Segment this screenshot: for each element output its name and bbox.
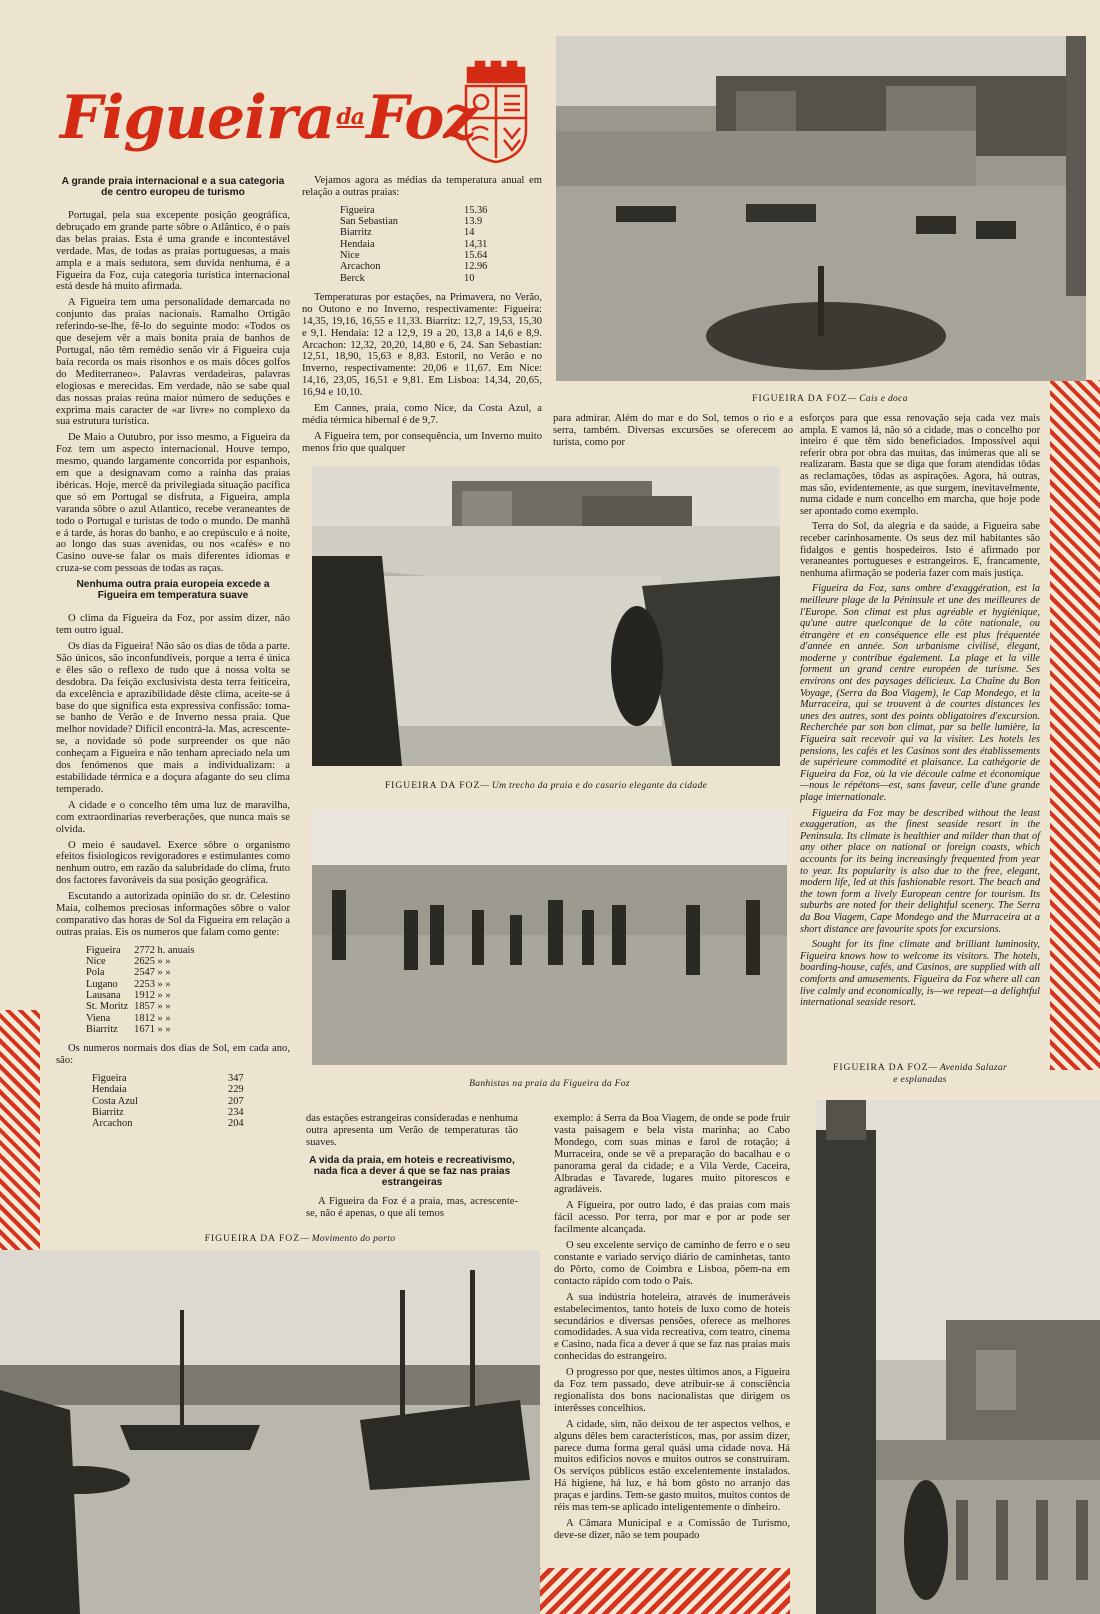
table-row: Berck 10 bbox=[340, 272, 475, 284]
paragraph: Os numeros normais dos dias de Sol, em cada ano, são: bbox=[56, 1043, 290, 1067]
paragraph: A Figueira tem uma personalidade demarcada no conjunto das praias nacionais. Ramalho Ortigão referindo-se-lhe, fê-lo do seguinte modo: «Todos os que desejem vêr a mais bonita praia de banhos de Portugal, não têm remédio senão vir á Figueira cuja baía recorda os mais risonhos e os mais dôces golfos do Mediterraneo». Palavras verdadeiras, palavras elogiosas e merecidas. Em verdade, não se sabe qual das nossas praias reúna maior número de seduções e exprima mais caracter de «ar livre» no complexo da sua estrutura turística. bbox=[56, 297, 290, 428]
paragraph: Os dias da Figueira! Não são os dias de tôda a parte. São únicos, são inconfundíveis, porque a terra é única e êles são o reflexo de tudo que á nossa volta se desdobra. Da feição exclusivista desta terra feiticeira, da excelência e aprazibilidade dêste clima, aceite-se á base do que significa esta expressiva confissão: toma-se banho de Verão e de Inverno nessa praia. Que melhor novidade? Difícil encontrá-la. Mas, acrescente-se, a novidade só pode surpreender os que não conheçam a Figueira e não tenham apreciado nela um dos fenómenos que mais a individualizam: a estabilidade térmica e a doçura afagante do seu clima temperado. bbox=[56, 641, 290, 795]
table-row: Nice 15.64 bbox=[340, 250, 488, 261]
article-column-4 bbox=[800, 413, 1040, 1013]
photo-movimento-do-porto bbox=[0, 1250, 540, 1614]
paragraph-english: Sought for its fine climate and brilliant luminosity, Figueira knows how to welcome its visitors. The hotels, boarding-house, cafés, and Casinos, are supplied with all comforts and amusements. Figueira da Foz where all can live calmly and economically, is—we repeat—a delightful international seaside resort. bbox=[800, 939, 1040, 1009]
table-row: Lugano 2253 » » bbox=[86, 978, 171, 990]
table-row: Nice 2625 » » bbox=[86, 956, 171, 968]
paragraph: Escutando a autorizada opinião do sr. dr. Celestino Maia, colhemos preciosas informações sôbre o valor comparativo das horas de Sol da Figueira em relação a outras praias. Eis os numeros que falam como gente: bbox=[56, 891, 290, 938]
title-da: da bbox=[336, 104, 365, 130]
paragraph: Vejamos agora as médias da temperatura anual em relação a outras praias: bbox=[302, 175, 542, 198]
paragraph: Em Cannes, praia, como Nice, da Costa Azul, a média térmica hibernal é de 9,7. bbox=[302, 403, 542, 426]
article-column-1 bbox=[56, 172, 290, 1129]
paragraph-french: Figueira da Foz, sans ombre d'exaggération, est la meilleure plage de la Péninsule et une des meilleures de l'Europe. Son climat est plus agréable et hygiénique, qu'une autre quelconque de la côte nationale, ou étrangère et en conséquence elle est plus fréquentée d'année en année. Son urbanisme civilisé, élegant, moderne y contribue également. La plage et la ville forment un grand centre européen de turisme. Ses environs ont des paysages délicieux. La Chaîne du Bon Voyage, (Serra da Boa Viagem), le Cap Mondego, et la Murraceira, qui se trouvent à de courtes distances les unes des autres, sont des points obligatoires d'excursion. Recherchée par son bon climat, par sa belle lumière, la Figueira sait recevoir qui va la visiter. Les hotels les pensions, les cafés et les Casinos sont des établissements de supérieure commodité et plaisance. La cathégorie de Figueira da Foz, où la vie découle calme et économique—nous le répétons—est, sans faveur, celle d'une grande plage internationale. bbox=[800, 583, 1040, 803]
sun-days-table bbox=[92, 1073, 250, 1129]
paragraph: A Figueira tem, por consequência, um Inverno muito menos frio que qualquer bbox=[302, 430, 542, 454]
paragraph: O progresso por que, nestes últimos anos, a Figueira da Foz tem passado, deve atribuir-se á consciência regionalista dos bons nacionalistas que dirigem os interêsses concelhios. bbox=[554, 1367, 790, 1414]
paragraph: para admirar. Além do mar e do Sol, temos o rio e a serra, também. Diversas excursões se oferecem ao turista, como por bbox=[553, 413, 793, 448]
title-figueira: Figueira bbox=[60, 83, 335, 153]
table-row: Biarritz 14 bbox=[340, 227, 475, 239]
paragraph: Portugal, pela sua excepente posição geográfica, debruçado em grande parte sôbre o Atlântico, é o país das belas praias. Esta é uma grande e incontestável verdade. Mas, de todas as praias portuguesas, a mais ampla e a mais sedutora, sem duvida nenhuma, é a Figueira da Foz, cuja categoria turística internacional está desde há muito afirmada. bbox=[56, 210, 290, 293]
paragraph: A Câmara Municipal e a Comissão de Turismo, deve-se dizer, não se tem poupado bbox=[554, 1518, 790, 1541]
photo-banhistas bbox=[312, 810, 787, 1065]
caption-trecho-da-praia: FIGUEIRA DA FOZ— Um trecho da praia e do casario elegante da cidade bbox=[384, 780, 708, 791]
article-column-2 bbox=[302, 175, 542, 459]
caption-cais-e-doca: FIGUEIRA DA FOZ— Cais e doca bbox=[752, 393, 908, 404]
table-row: Figueira 15.36 bbox=[340, 204, 488, 216]
paragraph: O seu excelente serviço de caminho de ferro e o seu constante e variado serviço diário de caminhetas, tanto do Pôrto, como de Coimbra e Lisboa, põem-na em contacto rápido com todo o País. bbox=[554, 1240, 790, 1287]
article-column-middle bbox=[306, 1113, 518, 1224]
paragraph: A cidade e o concelho têm uma luz de maravilha, com extraordinarias reverberações, que nunca mais se olvida. bbox=[56, 799, 290, 835]
paragraph-english: Figueira da Foz may be described without the least exaggeration, as the finest seaside resort in the Peninsula. Its climate is healthier and milder than that of any other place on national or foreign coasts, which accounts for its being increasingly frequented from year to year. Its popularity is also due to the free, elegant, modern life, led at this fashionable resort. The beach and the town form a lively European centre for tourism. Its suburbs are noted for their delightful scenery. The Serra da Boa Viagem, Cape Mondego and the Murraceira at a short distance are favourite spots for excursions. bbox=[800, 807, 1040, 935]
section-heading: A vida da praia, em hoteis e recreativismo, nada fica a dever á que se faz nas praias estrangeiras bbox=[309, 1154, 515, 1188]
caption-avenida-salazar: FIGUEIRA DA FOZ— Avenida Salazar e esplanadas bbox=[833, 1062, 1007, 1085]
decorative-stripe-bottom bbox=[520, 1568, 790, 1614]
sun-hours-table bbox=[86, 945, 200, 1035]
decorative-stripe-left-top bbox=[0, 1010, 40, 1260]
table-row: Figueira 2772 h. anuais bbox=[86, 944, 195, 956]
article-column-3-top bbox=[553, 413, 793, 453]
paragraph: A sua indústria hoteleira, através de inumeráveis estabelecimentos, tanto hoteis de luxo como de hoteis secundários e diversas pensões, oferece as melhores comodidades. A sua vida recreativa, com teatro, cinema e Casino, nada fica a dever á que se faz nas praias mais conhecidas do estrangeiro. bbox=[554, 1291, 790, 1363]
paragraph: Terra do Sol, da alegria e da saúde, a Figueira sabe receber carinhosamente. Os seus dez mil habitantes são fidalgos e gentis hospedeiros. Isto é afirmado por veraneantes portugueses e estrangeiros. E, francamente, nenhuma afirmação se poderia fazer com mais justiça. bbox=[800, 521, 1040, 579]
table-row: Viena 1812 » » bbox=[86, 1012, 171, 1024]
paragraph: O clima da Figueira da Foz, por assim dizer, não tem outro igual. bbox=[56, 613, 290, 637]
table-row: Figueira 347 bbox=[92, 1072, 244, 1084]
table-row: Lausana 1912 » » bbox=[86, 989, 171, 1001]
section-heading: Nenhuma outra praia europeia excede a Figueira em temperatura suave bbox=[76, 579, 270, 602]
caption-banhistas: Banhistas na praia da Figueira da Foz bbox=[469, 1078, 630, 1089]
paragraph: esforços para que essa renovação seja cada vez mais ampla. E vamos lá, não só a cidade, mas o concelho por inteiro é que têm sido beneficiados. Impossível aqui referir obra por obra das muitas, das inúmeras que ali se realizaram. Basta que se diga que foram atendidas tôdas as reclamações, tôdas as aspirações. Agora, há outras, mas são, evidentemente, as que surgem, inevitavelmente, numa cidade e num concelho em marcha, que hoje pode ser apontado como exemplo. bbox=[800, 413, 1040, 517]
photo-trecho-da-praia bbox=[312, 466, 780, 766]
section-heading: A grande praia internacional e a sua categoria de centro europeu de turismo bbox=[61, 176, 285, 198]
photo-cais-e-doca bbox=[556, 36, 1086, 381]
table-row: Pola 2547 » » bbox=[86, 967, 171, 979]
table-row: Costa Azul 207 bbox=[92, 1095, 244, 1107]
caption-movimento-do-porto: FIGUEIRA DA FOZ— Movimento do porto bbox=[204, 1233, 396, 1244]
temperature-table bbox=[340, 205, 493, 284]
paragraph: De Maio a Outubro, por isso mesmo, a Figueira da Foz tem um aspecto internacional. Houve tempo, mesmo, quando largamente concorrida por espanhois, em que a designavam como a rainha das praias ibéricas. Hoje, mercê da privilegiada situação pacífica que só em Portugal se disfruta, a Figueira, ampla varanda sôbre o azul Atlantico, recebe veraneantes de todo o Portugal e turistas de todo o mundo. De manhã e á tarde, ás horas do banho, e ao crepúsculo e á noite, ao longo das suas avenidas, ou nos «cafés» e no Casino ouve-se falar os mais diferentes idiomas e cruza-se com pessoas de todas as raças. bbox=[56, 432, 290, 575]
photo-avenida-salazar bbox=[816, 1100, 1100, 1614]
title-foz: Foz bbox=[366, 83, 477, 153]
table-row: Arcachon 12.96 bbox=[340, 261, 488, 273]
paragraph: A cidade, sim, não deixou de ter aspectos velhos, e alguns dêles bem característicos, mas, por assim dizer, parece duma forma geral quási uma cidade nova. Há muitos edificios novos e muitos outros se construíram. Os serviços públicos estão excelentemente instalados. Há higiene, há luz, e há bom gôsto no arranjo das praças e jardins. Tem-se gasto muitos, muitos contos de réis mas tem-se aplicado inteligentemente o dinheiro. bbox=[554, 1418, 790, 1514]
table-row: Arcachon 204 bbox=[92, 1118, 244, 1130]
paragraph: O meio é saudavel. Exerce sôbre o organismo efeitos fisiologicos revigoradores e estimulantes como nenhum outro, em razão da salubridade do clima, fruto dos factores favoráveis da sua posição geográfica. bbox=[56, 839, 290, 887]
paragraph: A Figueira da Foz é a praia, mas, acrescente-se, não é apenas, o que ali temos bbox=[306, 1195, 518, 1219]
table-row: San Sebastian 13.9 bbox=[340, 216, 483, 228]
table-row: Hendaia 229 bbox=[92, 1084, 244, 1096]
paragraph: Temperaturas por estações, na Primavera, no Verão, no Outono e no Inverno, respectivamente: Figueira: 14,35, 19,16, 16,55 e 11,33. Biarritz: 12,7, 19,53, 15,30 e 9,1. Hendaia: 12 a 12,9, 19 a 20, 13,8 a 14,6 e 8,9. Arcachon: 12,32, 20,20, 14,80 e 6, 24. San Sebastian: 12,51, 18,90, 15,63 e 8,83. Estoril, no Verão e no Inverno, respectivamente: 20,06 e 11,67. Em Nice: 14,16, 23,05, 16,51 e 9,81. Em Lisboa: 14,34, 20,65, 16,94 e 10,10. bbox=[302, 291, 542, 399]
table-row: St. Moritz 1857 » » bbox=[86, 1001, 171, 1013]
page-title bbox=[60, 72, 477, 162]
article-column-lower bbox=[554, 1113, 790, 1546]
table-row: Biarritz 1671 » » bbox=[86, 1023, 171, 1035]
decorative-stripe-right bbox=[1050, 380, 1100, 1070]
table-row: Hendaia 14,31 bbox=[340, 238, 488, 250]
paragraph: das estações estrangeiras consideradas e nenhuma outra apresenta um Verão de temperaturas tão suaves. bbox=[306, 1113, 518, 1148]
paragraph: A Figueira, por outro lado, é das praias com mais fácil acesso. Por terra, por mar e por ar pode ser facilmente alcançada. bbox=[554, 1200, 790, 1236]
paragraph: exemplo: á Serra da Boa Viagem, de onde se pode fruir vasta paisagem e bela vista marinha; ao Cabo Mondego, com suas minas e farol de rotação; á Murraceira, onde se vê a preparação do bacalhau e o panorama geral da cidade; e a Vila Verde, Caceira, Albradas e Tavarede, lugares muito pitorescos e agradáveis. bbox=[554, 1113, 790, 1196]
table-row: Biarritz 234 bbox=[92, 1106, 244, 1118]
coat-of-arms-icon bbox=[460, 60, 532, 164]
